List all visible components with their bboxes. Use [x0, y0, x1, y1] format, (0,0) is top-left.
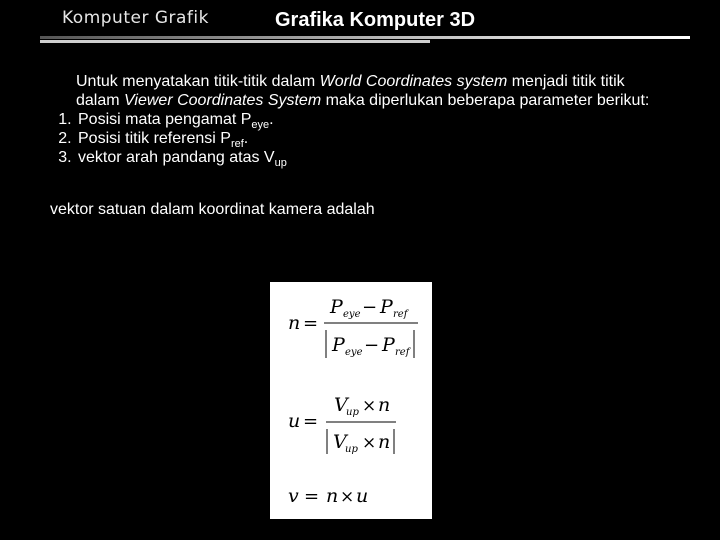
- list-item: 1. Posisi mata pengamat $P_{eye}$.: [76, 110, 670, 129]
- svg-text:up: up: [345, 444, 358, 455]
- svg-text:eye: eye: [345, 347, 363, 358]
- svg-text:P: P: [380, 296, 393, 318]
- svg-text:=: =: [304, 486, 320, 507]
- formula-image: [270, 282, 432, 519]
- svg-text:×: ×: [362, 396, 377, 416]
- svg-text:−: −: [362, 297, 378, 318]
- formula-svg: [270, 282, 432, 519]
- formula-u: [288, 394, 396, 455]
- svg-text:u: u: [288, 410, 301, 432]
- formula-v: [288, 485, 368, 507]
- title-rule-underline: [40, 40, 430, 43]
- svg-text:n: n: [378, 431, 391, 453]
- svg-text:×: ×: [340, 487, 355, 507]
- svg-text:=: =: [303, 411, 319, 432]
- unit-vectors-statement: vektor satuan dalam koordinat kamera adalah: [50, 201, 375, 218]
- svg-text:=: =: [303, 313, 319, 334]
- parameter-list: [50, 110, 670, 170]
- list-item: 3. vektor arah pandang atas $V_{up}$: [76, 148, 670, 167]
- svg-text:eye: eye: [343, 309, 361, 320]
- svg-text:×: ×: [362, 433, 377, 453]
- viewer-coordinates-term: Viewer Coordinates System: [124, 92, 322, 109]
- svg-text:v: v: [288, 485, 299, 507]
- svg-text:P: P: [330, 296, 343, 318]
- svg-text:ref: ref: [393, 309, 408, 320]
- slide-title: Grafika Komputer 3D: [275, 9, 476, 31]
- svg-text:up: up: [346, 407, 359, 418]
- formula-n: [288, 296, 418, 358]
- svg-text:n: n: [378, 394, 391, 416]
- svg-text:−: −: [364, 335, 380, 356]
- svg-text:V: V: [334, 394, 348, 416]
- world-coordinates-term: World Coordinates system: [319, 73, 508, 90]
- title-rule: [40, 36, 690, 39]
- svg-text:V: V: [333, 431, 347, 453]
- list-item: 2. Posisi titik referensi $P_{ref}$.: [76, 129, 670, 148]
- svg-text:P: P: [332, 334, 345, 356]
- brand-label: Komputer Grafik: [62, 8, 209, 28]
- svg-text:n: n: [326, 485, 339, 507]
- svg-text:ref: ref: [395, 347, 410, 358]
- svg-text:P: P: [382, 334, 395, 356]
- intro-paragraph: Untuk menyatakan titik-titik dalam World Coordinates system menjadi titik titik dalam Viewer Coordinates System maka diperlukan beberapa parameter berikut:: [76, 73, 650, 109]
- svg-text:u: u: [356, 485, 369, 507]
- svg-text:n: n: [288, 312, 301, 334]
- slide-content: [50, 72, 670, 219]
